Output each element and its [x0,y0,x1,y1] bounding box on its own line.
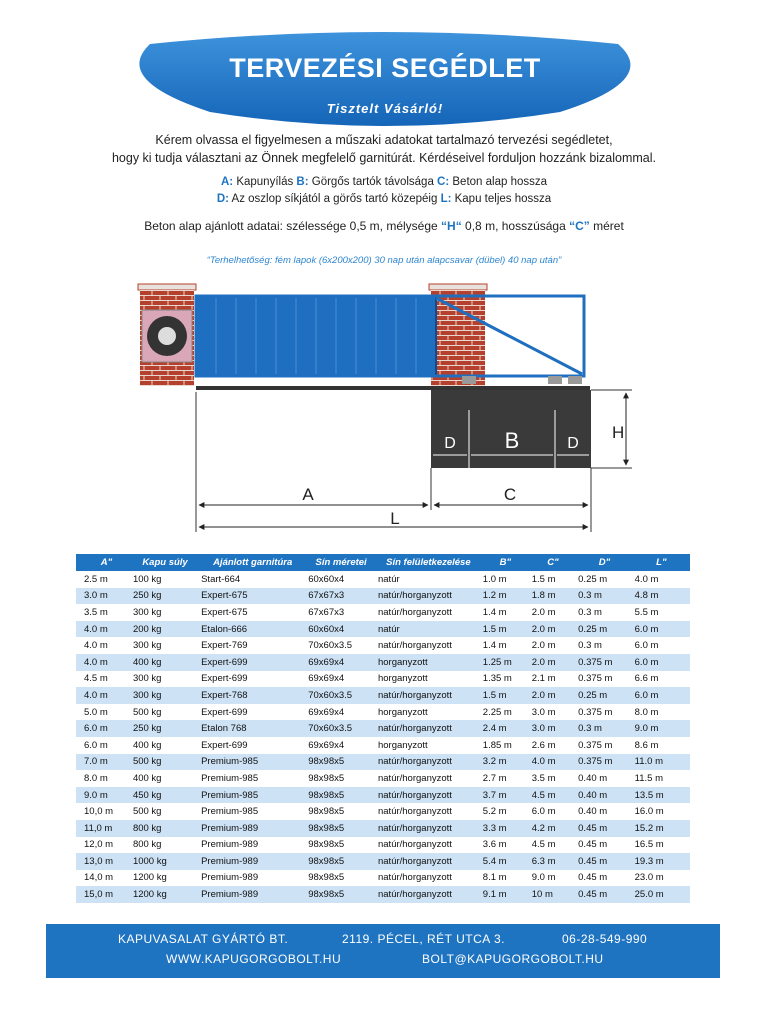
cell-b: 2.7 m [481,770,530,787]
col-header-rail-finish: Sín felületkezelése [376,554,481,571]
cell-a: 11,0 m [76,820,131,837]
cell-a: 6.0 m [76,737,131,754]
cell-rail-finish: horganyzott [376,671,481,688]
cell-weight: 300 kg [131,687,199,704]
cell-c: 2.0 m [530,654,576,671]
cell-kit: Start-664 [199,571,306,588]
cell-rail-size: 60x60x4 [306,621,376,638]
cell-kit: Premium-985 [199,754,306,771]
cell-kit: Premium-989 [199,853,306,870]
cell-l: 25.0 m [633,886,690,903]
cell-c: 4.5 m [530,837,576,854]
cell-kit: Expert-675 [199,604,306,621]
cell-kit: Expert-699 [199,654,306,671]
legend-text-l: Kapu teljes hossza [451,193,552,205]
cell-rail-finish: natúr/horganyzott [376,820,481,837]
cell-d: 0.3 m [576,637,633,654]
cell-kit: Premium-989 [199,886,306,903]
cell-rail-size: 60x60x4 [306,571,376,588]
cell-rail-size: 98x98x5 [306,770,376,787]
concrete-part-1: Beton alap ajánlott adatai: szélessége 0,5 m, mélysége [144,219,442,233]
cell-c: 3.5 m [530,770,576,787]
cell-kit: Premium-985 [199,803,306,820]
legend-row-2 [40,193,728,205]
legend-text-c: Beton alap hossza [449,176,548,188]
cell-rail-finish: natúr [376,571,481,588]
cell-d: 0.375 m [576,754,633,771]
cell-b: 2.25 m [481,704,530,721]
legend-key-a: A: [220,176,234,188]
cell-rail-finish: natúr/horganyzott [376,787,481,804]
legend-text-a: Kapunyílás [233,176,297,188]
footer [46,924,720,978]
cell-weight: 200 kg [131,621,199,638]
col-header-a: A" [76,554,131,571]
cell-kit: Etalon 768 [199,720,306,737]
ground-line [196,386,590,390]
cell-weight: 250 kg [131,720,199,737]
table-row [76,853,690,870]
concrete-info [40,219,728,233]
cell-kit: Expert-699 [199,704,306,721]
cell-l: 6.6 m [633,671,690,688]
cell-c: 3.0 m [530,704,576,721]
legend-text-d: Az oszlop síkjától a görős tartó közepéig [228,193,441,205]
table-row [76,720,690,737]
cell-c: 2.0 m [530,687,576,704]
cell-weight: 400 kg [131,737,199,754]
cell-l: 23.0 m [633,870,690,887]
cell-rail-size: 98x98x5 [306,870,376,887]
cell-weight: 450 kg [131,787,199,804]
cell-rail-finish: natúr/horganyzott [376,604,481,621]
cell-kit: Expert-699 [199,737,306,754]
label-h: H [612,423,625,442]
cell-rail-size: 67x67x3 [306,604,376,621]
cell-rail-finish: horganyzott [376,737,481,754]
table-row [76,637,690,654]
roller-2 [548,376,562,384]
table-row [76,837,690,854]
cell-c: 2.1 m [530,671,576,688]
cell-a: 4.0 m [76,621,131,638]
cell-a: 3.0 m [76,588,131,605]
table-row [76,754,690,771]
table-row [76,737,690,754]
cell-kit: Premium-989 [199,820,306,837]
cell-weight: 300 kg [131,637,199,654]
cell-l: 9.0 m [633,720,690,737]
cell-l: 5.5 m [633,604,690,621]
cell-weight: 400 kg [131,770,199,787]
table-row [76,604,690,621]
table-row [76,803,690,820]
concrete-part-2: 0,8 m, hosszúsága [461,219,570,233]
cell-l: 6.0 m [633,621,690,638]
cell-b: 1.5 m [481,621,530,638]
cell-d: 0.3 m [576,588,633,605]
table-row [76,621,690,638]
cell-d: 0.45 m [576,837,633,854]
table-row [76,770,690,787]
cell-a: 4.0 m [76,637,131,654]
cell-kit: Expert-699 [199,671,306,688]
cell-c: 3.0 m [530,720,576,737]
table-row [76,886,690,903]
cell-rail-size: 98x98x5 [306,820,376,837]
cell-d: 0.375 m [576,671,633,688]
cell-l: 6.0 m [633,637,690,654]
cell-rail-size: 98x98x5 [306,787,376,804]
cell-l: 6.0 m [633,687,690,704]
footer-company: KAPUVASALAT GYÁRTÓ BT. [118,932,289,946]
cell-rail-size: 69x69x4 [306,654,376,671]
cell-c: 2.0 m [530,637,576,654]
cell-b: 1.2 m [481,588,530,605]
cell-rail-finish: natúr/horganyzott [376,870,481,887]
cell-rail-size: 70x60x3.5 [306,687,376,704]
spec-table [76,554,690,903]
cell-rail-finish: natúr/horganyzott [376,588,481,605]
cell-d: 0.45 m [576,870,633,887]
footer-phone[interactable]: 06-28-549-990 [562,932,648,946]
cell-b: 3.2 m [481,754,530,771]
roller-3 [568,376,582,384]
cell-l: 4.8 m [633,588,690,605]
col-header-weight: Kapu súly [131,554,199,571]
col-header-c: C" [530,554,576,571]
right-pillar [431,290,485,386]
cell-a: 8.0 m [76,770,131,787]
footer-website[interactable]: WWW.KAPUGORGOBOLT.HU [166,952,342,966]
cell-rail-finish: horganyzott [376,654,481,671]
concrete-part-3: méret [589,219,624,233]
legend-key-d: D: [216,193,229,205]
label-d-left: D [444,435,456,452]
cell-c: 4.5 m [530,787,576,804]
col-header-kit: Ajánlott garnitúra [199,554,306,571]
cell-kit: Premium-985 [199,770,306,787]
legend-text-b: Görgős tartók távolsága [308,176,438,188]
cell-b: 3.6 m [481,837,530,854]
cell-rail-finish: natúr/horganyzott [376,754,481,771]
cell-l: 8.0 m [633,704,690,721]
cell-kit: Etalon-666 [199,621,306,638]
cell-kit: Expert-675 [199,588,306,605]
roller-1 [462,376,476,384]
page-title: TERVEZÉSI SEGÉDLET [229,53,541,83]
cell-c: 9.0 m [530,870,576,887]
cell-c: 4.0 m [530,754,576,771]
cell-a: 9.0 m [76,787,131,804]
col-header-b: B" [481,554,530,571]
col-header-l: L" [633,554,690,571]
cell-d: 0.45 m [576,820,633,837]
cell-d: 0.375 m [576,704,633,721]
cell-d: 0.375 m [576,654,633,671]
label-l: L [390,509,400,528]
cell-a: 10,0 m [76,803,131,820]
cell-rail-size: 67x67x3 [306,588,376,605]
cell-rail-finish: natúr/horganyzott [376,637,481,654]
cell-a: 3.5 m [76,604,131,621]
cell-b: 1.85 m [481,737,530,754]
intro-line-2: hogy ki tudja választani az Önnek megfelelő garnitúrát. Kérdéseivel forduljon hozzánk bizalommal. [111,151,657,165]
cell-weight: 500 kg [131,704,199,721]
cell-weight: 500 kg [131,803,199,820]
cell-rail-size: 69x69x4 [306,704,376,721]
cell-b: 2.4 m [481,720,530,737]
cell-a: 14,0 m [76,870,131,887]
cell-l: 15.2 m [633,820,690,837]
cell-rail-size: 98x98x5 [306,853,376,870]
cell-rail-size: 98x98x5 [306,803,376,820]
label-a: A [302,485,314,504]
label-d-right: D [567,435,579,452]
cell-rail-finish: natúr/horganyzott [376,886,481,903]
legend-key-l: L: [440,193,452,205]
cell-weight: 500 kg [131,754,199,771]
cell-weight: 800 kg [131,837,199,854]
cell-weight: 1200 kg [131,886,199,903]
cell-rail-finish: natúr/horganyzott [376,770,481,787]
cell-d: 0.40 m [576,770,633,787]
cell-l: 8.6 m [633,737,690,754]
cell-d: 0.40 m [576,787,633,804]
cell-a: 5.0 m [76,704,131,721]
cell-c: 1.8 m [530,588,576,605]
cell-b: 1.5 m [481,687,530,704]
table-row [76,787,690,804]
table-row [76,571,690,588]
table-header-row [76,554,690,571]
cell-b: 1.0 m [481,571,530,588]
cell-rail-size: 98x98x5 [306,837,376,854]
cell-c: 4.2 m [530,820,576,837]
cell-rail-size: 70x60x3.5 [306,637,376,654]
cell-kit: Premium-985 [199,787,306,804]
cell-b: 9.1 m [481,886,530,903]
footer-address: 2119. PÉCEL, RÉT UTCA 3. [342,932,505,946]
cell-d: 0.40 m [576,803,633,820]
cell-b: 1.4 m [481,604,530,621]
cell-c: 2.6 m [530,737,576,754]
cell-l: 11.5 m [633,770,690,787]
cell-d: 0.3 m [576,604,633,621]
cell-rail-finish: natúr [376,621,481,638]
cell-rail-finish: natúr/horganyzott [376,720,481,737]
cell-a: 15,0 m [76,886,131,903]
cell-rail-finish: horganyzott [376,704,481,721]
cell-weight: 400 kg [131,654,199,671]
cell-a: 13,0 m [76,853,131,870]
footer-email[interactable]: BOLT@KAPUGORGOBOLT.HU [422,952,604,966]
load-note: “Terhelhetőség: fém lapok (6x200x200) 30 nap után alapcsavar (dübel) 40 nap után” [206,255,562,266]
cell-a: 7.0 m [76,754,131,771]
cell-d: 0.3 m [576,720,633,737]
legend-key-b: B: [296,176,309,188]
label-c: C [503,485,517,504]
cell-c: 6.0 m [530,803,576,820]
cell-l: 16.5 m [633,837,690,854]
cell-c: 6.3 m [530,853,576,870]
table-row [76,654,690,671]
cell-d: 0.25 m [576,687,633,704]
col-header-d: D" [576,554,633,571]
table-row [76,671,690,688]
cell-rail-size: 69x69x4 [306,671,376,688]
concrete-c: “C” [569,219,590,233]
cell-b: 1.4 m [481,637,530,654]
cell-a: 4.0 m [76,687,131,704]
cell-weight: 300 kg [131,671,199,688]
cell-weight: 250 kg [131,588,199,605]
cell-l: 19.3 m [633,853,690,870]
cell-l: 6.0 m [633,654,690,671]
cell-b: 3.7 m [481,787,530,804]
cell-d: 0.25 m [576,621,633,638]
table-row [76,687,690,704]
cell-weight: 300 kg [131,604,199,621]
cell-rail-size: 98x98x5 [306,886,376,903]
concrete-h: “H“ [441,219,462,233]
cell-rail-finish: natúr/horganyzott [376,853,481,870]
cell-a: 12,0 m [76,837,131,854]
cell-l: 11.0 m [633,754,690,771]
cell-c: 2.0 m [530,604,576,621]
cell-l: 13.5 m [633,787,690,804]
cell-rail-size: 69x69x4 [306,737,376,754]
cell-b: 1.35 m [481,671,530,688]
table-row [76,704,690,721]
table-row [76,820,690,837]
cell-c: 1.5 m [530,571,576,588]
table-row [76,588,690,605]
cell-a: 4.0 m [76,654,131,671]
cell-weight: 1000 kg [131,853,199,870]
cell-weight: 1200 kg [131,870,199,887]
intro-line-1: Kérem olvassa el figyelmesen a műszaki adatokat tartalmazó tervezési segédletet, [155,133,613,147]
page-subtitle: Tisztelt Vásárló! [326,101,444,116]
cell-d: 0.375 m [576,737,633,754]
cell-b: 5.4 m [481,853,530,870]
cell-c: 2.0 m [530,621,576,638]
cell-l: 16.0 m [633,803,690,820]
cell-d: 0.45 m [576,886,633,903]
cell-b: 5.2 m [481,803,530,820]
cell-weight: 800 kg [131,820,199,837]
cell-kit: Expert-769 [199,637,306,654]
cell-a: 2.5 m [76,571,131,588]
col-header-rail-size: Sín méretei [306,554,376,571]
cell-rail-finish: natúr/horganyzott [376,837,481,854]
cell-rail-finish: natúr/horganyzott [376,687,481,704]
legend-key-c: C: [437,176,450,188]
table-row [76,870,690,887]
cell-rail-size: 98x98x5 [306,754,376,771]
cell-c: 10 m [530,886,576,903]
cell-kit: Premium-989 [199,837,306,854]
cell-b: 1.25 m [481,654,530,671]
cell-a: 6.0 m [76,720,131,737]
cell-d: 0.45 m [576,853,633,870]
cell-b: 3.3 m [481,820,530,837]
cell-a: 4.5 m [76,671,131,688]
cell-weight: 100 kg [131,571,199,588]
cell-kit: Expert-768 [199,687,306,704]
gate-diagram [0,270,768,540]
cell-b: 8.1 m [481,870,530,887]
legend-row-1 [40,176,728,188]
label-b: B [504,428,520,453]
cell-l: 4.0 m [633,571,690,588]
cell-rail-finish: natúr/horganyzott [376,803,481,820]
cell-kit: Premium-989 [199,870,306,887]
cell-rail-size: 70x60x3.5 [306,720,376,737]
cell-d: 0.25 m [576,571,633,588]
